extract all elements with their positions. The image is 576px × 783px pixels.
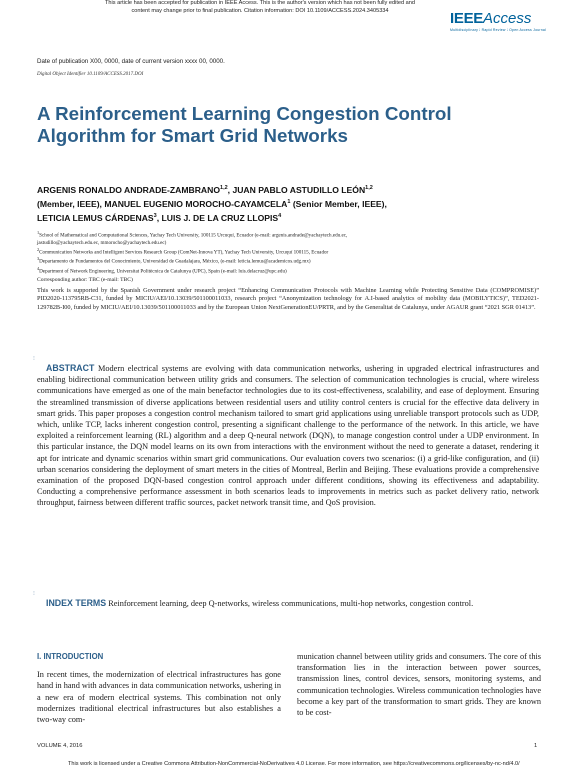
- notice-line-1: This article has been accepted for publication in IEEE Access. This is the author's version which has not been fully edited and: [104, 0, 416, 6]
- abstract-label: ABSTRACT: [46, 363, 95, 373]
- author-name: , LUIS J. DE LA CRUZ LLOPIS: [156, 212, 279, 223]
- logo-tagline: Multidisciplinary ⁞ Rapid Review ⁞ Open Access Journal: [450, 28, 547, 32]
- author-line-2: [37, 196, 497, 210]
- paper-title: A Reinforcement Learning Congestion Control Algorithm for Smart Grid Networks: [37, 103, 452, 146]
- ieee-access-logo: [450, 10, 546, 32]
- affil-text: Communication Networks and Intelligent Services Research Group (ComNet-Innova YT), Yachay Tech University, Urcuquí 100115, Ecuador: [39, 249, 329, 256]
- author-name: ARGENIS RONALDO ANDRADE-ZAMBRANO: [37, 184, 221, 195]
- author-list: [37, 182, 497, 224]
- affiliation: [37, 230, 507, 240]
- author-line-1: [37, 182, 497, 196]
- affil-marker: 1,2: [220, 185, 228, 191]
- ornament-icon: ⁝: [33, 591, 35, 597]
- affiliation: [37, 240, 507, 247]
- affil-text: School of Mathematical and Computational Sciences, Yachay Tech University, 100115 Urcuquí, Ecuador (e-mail: argenis.andrade@yachaytech.edu.ec,: [39, 232, 348, 239]
- publication-dates: Date of publication X00, 0000, date of current version xxxx 00, 0000.: [37, 58, 225, 65]
- author-name: LETICIA LEMUS CÁRDENAS: [37, 212, 154, 223]
- affil-number: 1: [37, 230, 40, 235]
- affil-text: Departamento de Fundamentos del Conocimiento, Universidad de Guadalajara, México, (e-mail: leticia.lemus@academicos.udg.mx): [39, 258, 311, 265]
- author-name: , JUAN PABLO ASTUDILLO LEÓN: [227, 184, 366, 195]
- doi: Digital Object Identifier 10.1109/ACCESS.2017.DOI: [37, 72, 144, 77]
- affil-text: Department of Network Engineering, Universitat Politècnica de Catalunya (UPC), Spain (e-mail: luis.delacruz@upc.edu): [39, 268, 287, 275]
- ornament-icon: ⁝: [33, 356, 35, 362]
- page-number: 1: [534, 743, 538, 749]
- corresponding-author: Corresponding author: TBC (e-mail: TBC): [37, 277, 133, 284]
- affiliation: [37, 247, 507, 257]
- affil-marker: 1,2: [365, 185, 373, 191]
- intro-paragraph-continued: munication channel between utility grids and consumers. The core of this transformation lies in the interaction between power sources, transmission lines, control devices, sensors, monitoring systems, and communication technologies. Wireless communication technologies have become a key part of the transformation to smart grids. They are known to be cost-: [297, 652, 541, 718]
- funding-statement: This work is supported by the Spanish Government under research project “Enhancing Communication Protocols with Machine Learning while Protecting Sensitive Data (COMPROMISE)” PID2020-113795RB-C31, funded by MICIU/AEI/10.13039/501100011033, research project “Anonymization technology for A.I-based analytics of mobility data (MOBILYTICS)”, TED2021-129782B-I00, funded by MICIU/AEI/10.13039/501100011033 and by the European Union NextGenerationEU/PRTR, and by the Generalitat de Catalunya, under AGAUR grant “2021 SGR 01413”.: [37, 287, 539, 311]
- license-notice[interactable]: This work is licensed under a Creative Commons Attribution-NonCommercial-NoDerivatives 4.0 License. For more information, see https://creativecommons.org/licenses/by-nc-nd/4.0/: [68, 761, 520, 767]
- author-line-3: [37, 210, 497, 224]
- affil-number: 4: [37, 265, 40, 271]
- affiliations: [37, 230, 507, 284]
- index-terms-text: Reinforcement learning, deep Q-networks, wireless communications, multi-hop networks, congestion control.: [108, 599, 474, 608]
- body-column-left: [37, 651, 281, 725]
- affiliation: [37, 266, 507, 276]
- intro-paragraph: In recent times, the modernization of electrical infrastructures has gone hand in hand with advances in data communication networks, ushering in a new era of modern electrical systems. This combination not only modernizes traditional electrical infrastructures but also establishes a two-way com-: [37, 670, 282, 725]
- index-terms-section: [33, 591, 539, 609]
- logo-ieee: IEEE: [450, 10, 483, 27]
- affil-text: jastudillo@yachaytech.edu.ec, mmorocho@yachaytech.edu.ec): [37, 239, 167, 246]
- affil-marker: 1: [287, 198, 291, 205]
- affil-marker: 3: [153, 212, 157, 219]
- affil-number: 3: [37, 256, 40, 262]
- publication-notice: [60, 0, 460, 15]
- body-column-right: [297, 651, 541, 718]
- author-name: (Senior Member, IEEE),: [290, 198, 387, 209]
- affiliation: [37, 256, 507, 266]
- abstract-text: Modern electrical systems are evolving with data communication networks, ushering in upgraded electrical infrastructures and enabling bidirectional communication between utility grids and consumers. The selection of communication technologies is crucial, where wireless communications have emerged as one of the main benefactor technologies due to its cost-effectiveness, scalability, and ease of deployment. Ensuring the streamlined transmission of diverse applications between residential users and utility control centers is crucial for the effective data delivery in smart grids. This paper proposes a congestion control mechanism tailored to smart grid applications using unreliable transport protocols such as UDP, which, unlike TCP, lacks inherent congestion control, presenting a significant challenge to the performance of the network. In this article, we have exploited a reinforcement learning (RL) algorithm and a deep Q-neural network (DQN), to manage congestion control under a UDP environment. In this particular instance, the DQN model learns on its own from interactions with the environment without the need to generate a dataset, rendering it apt for intricate and dynamic scenarios within smart grid communications. Our evaluation covers two scenarios: (i) a grid-like configuration, and (ii) urban scenarios considering the deployment of smart meters in the cities of Montreal, Berlin and Beijing. These evaluations provide a comprehensive examination of the proposed DQN-based congestion control approach under different conditions, showing its effectiveness and adaptability. Conducting a comprehensive performance assessment in both scenarios leads to improvements in metrics such as packet delivery ratio, network throughput, fairness between different traffic sources, packet network transit time, and QoS provision.: [37, 364, 539, 508]
- author-name: (Member, IEEE), MANUEL EUGENIO MOROCHO-CAYAMCELA: [37, 198, 288, 209]
- abstract-section: [33, 356, 539, 509]
- notice-line-2: content may change prior to final publication. Citation information: DOI 10.1109/ACCESS.2024.3405334: [131, 7, 389, 14]
- affil-number: 2: [37, 246, 40, 252]
- index-terms-label: INDEX TERMS: [46, 598, 107, 608]
- logo-access: Access: [482, 10, 532, 27]
- volume-info: VOLUME 4, 2016: [37, 743, 83, 749]
- section-heading: I. INTRODUCTION: [37, 652, 104, 661]
- affil-marker: 4: [278, 212, 282, 219]
